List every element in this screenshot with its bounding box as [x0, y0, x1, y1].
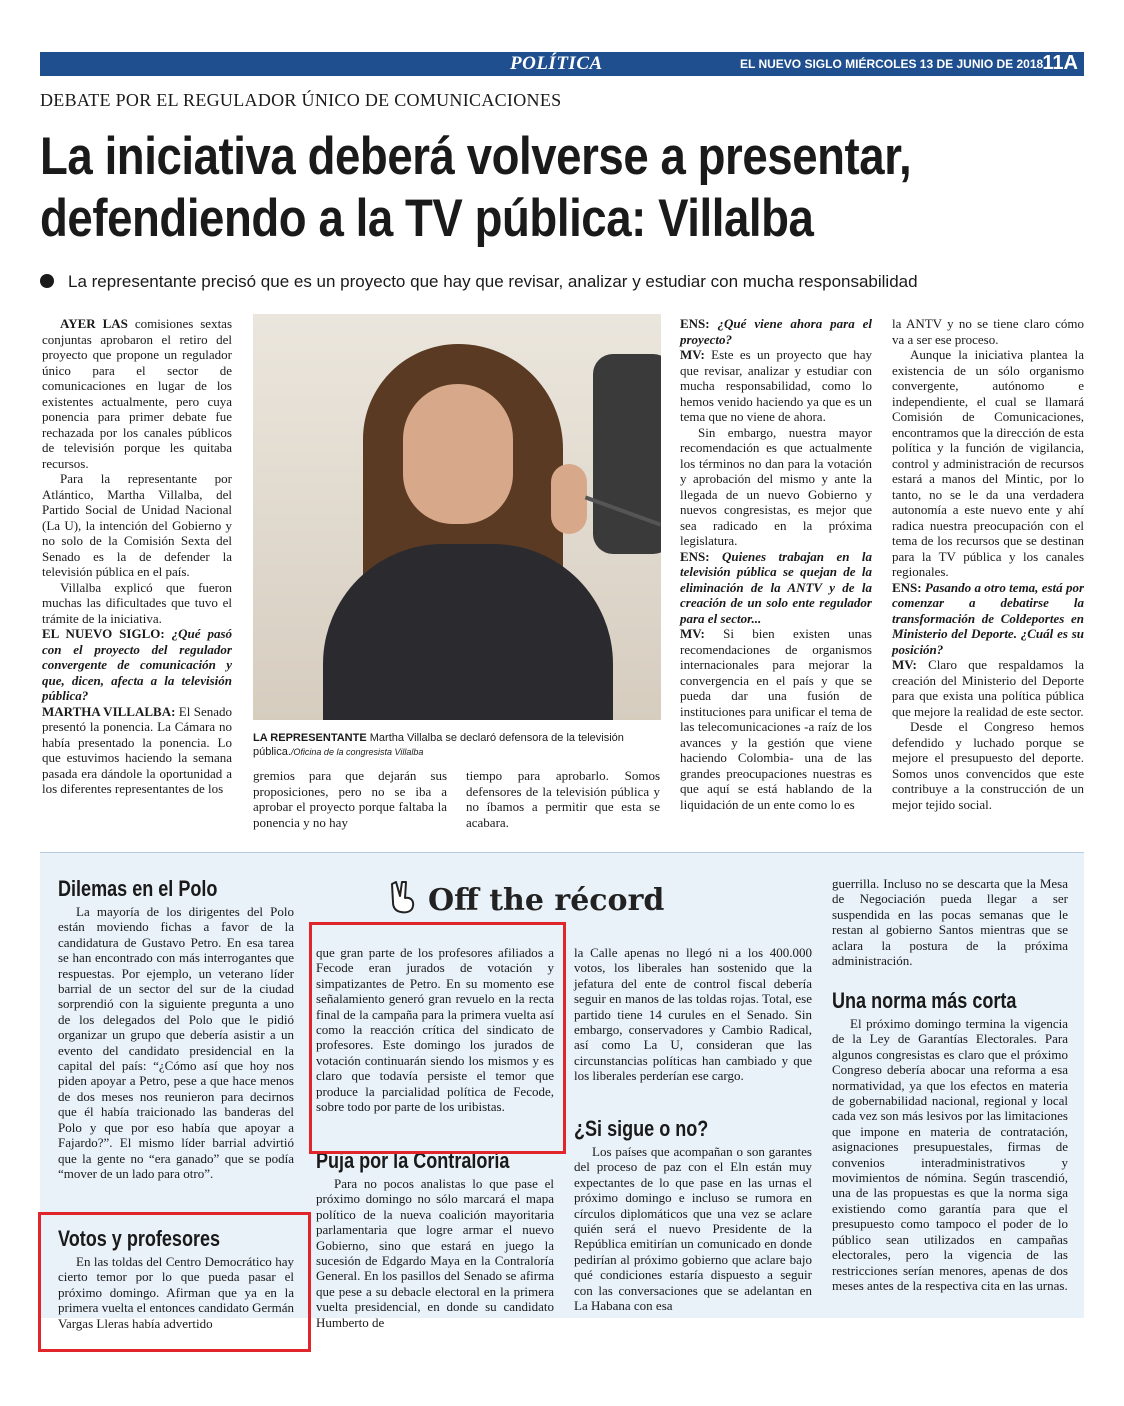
otr-column-3b: [574, 1144, 812, 1313]
question: ENS: ¿Qué viene ahora para el proyecto?: [680, 316, 872, 347]
paragraph: La mayoría de los dirigentes del Polo están moviendo fichas a favor de la candidatura de Gustavo Petro. En esa tarea se han encontrado con más interrogantes que respuestas. Por ejemplo, un veterano líder barrial de un sector del sur de la ciudad sorprendió con la siguiente pregunta a uno de los delegados del Polo que le pidió organizar un grupo que debería asistir a un evento del candidato presidencial en la capital del país: “¿Cómo así que hoy nos piden apoyar a Petro, pese a que hace menos de dos meses nos reunieron para decirnos que él había traicionado las banderas del Polo y que por eso había que apoyar a Fajardo?”. El mismo líder barrial advirtió que la gente no “era ganado” que se podía “mover de un lado para otro”.: [58, 904, 294, 1181]
question: EL NUEVO SIGLO: ¿Qué pasó con el proyecto del regulador convergente de comunicación y que, dicen, afecta a la televisión pública?: [42, 626, 233, 703]
victory-hand-icon: [388, 880, 418, 914]
section-heading: ¿Si sigue o no?: [574, 1116, 709, 1141]
paragraph: En las toldas del Centro Democrático hay cierto temor por lo que pueda pasar el próximo domingo. Afirman que ya en la primera vuelta el entonces candidato Germán Vargas Lleras había advertido: [58, 1254, 294, 1331]
paragraph: gremios para que dejarán sus proposiciones, pero no se iba a aprobar el proyecto porque faltaba la ponencia y no hay: [253, 768, 447, 830]
paragraph: guerrilla. Incluso no se descarta que la Mesa de Negociación pueda llegar a ser suspendida en las pocas semanas que le restan al gobierno Santos mientras que se aclara la postura de la próxima administración.: [832, 876, 1068, 969]
otr-column-4: [832, 876, 1068, 968]
section-heading: Votos y profesores: [58, 1226, 221, 1251]
dateline: EL NUEVO SIGLO MIÉRCOLES 13 DE JUNIO DE 2018: [740, 57, 1044, 71]
paragraph: El próximo domingo termina la vigencia de la Ley de Garantías Electorales. Para algunos congresistas es claro que el próximo Congreso debería abocar una reforma a esa normatividad, ya que los efectos en materia de gobernabilidad nacional, regional y local cada vez son más lesivos por las limitaciones que impone en materia de contratación, asignaciones presupuestales, firmas de convenios interadministrativos y movimientos de nómina. Según trascendió, una de las propuestas es que la norma siga existiendo como garantía para que el presupuesto como tampoco el poder de lo público sean utilizados en campañas electorales, pero la vigencia de las restricciones serían menores, apenas de dos meses antes de la respectiva cita en las urnas.: [832, 1016, 1068, 1293]
paragraph: Aunque la iniciativa plantea la existencia de un sólo organismo convergente, autónomo e independiente, el cual se llamará Comisión de Comunicaciones, encontramos que la dirección de esta política y la función de vigilancia, control y administración de recursos estará a manos del Mintic, por lo tanto, no se le da una verdadera autonomía a este nuevo ente y ahí radica nuestra preocupación con el tema de los recursos que se destinan para la TV pública y los canales regionales.: [892, 347, 1084, 579]
section-banner: [40, 52, 1084, 76]
otr-column-4b: [832, 1016, 1068, 1293]
photo-caption: LA REPRESENTANTE Martha Villalba se declaró defensora de la televisión pública./Oficina de la congresista Villalba: [253, 732, 624, 758]
paragraph: comisiones sextas conjuntas aprobaron el retiro del proyecto que propone un regulador único para el sector de comunicaciones en lugar de los existentes actualmente, pero cuya ponencia para primer debate fue rechazada por los canales públicos de televisión porque les quitaba recursos.: [42, 316, 233, 471]
paragraph: Los países que acompañan o son garantes del proceso de paz con el Eln están muy expectantes de lo que pase en las urnas el próximo domingo e incluso se rumora en círculos diplomáticos que una vez se aclare quién será el nuevo Presidente de la República emitirían un comunicado en donde pedirían al próximo gobierno que aclare bajo qué condiciones estaría dispuesto a seguir con las conversaciones que se adelantan en La Habana con esa: [574, 1144, 812, 1314]
question: ENS: Pasando a otro tema, está por comenzar a debatirse la transformación de Coldeportes en Ministerio del Deporte. ¿Cuál es su posición?: [892, 579, 1084, 657]
otr-column-1: [58, 904, 294, 1181]
section-heading: Dilemas en el Polo: [58, 876, 218, 901]
highlight-box: [38, 1212, 311, 1352]
photo-credit: /Oficina de la congresista Villalba: [290, 747, 424, 757]
paragraph: la Calle apenas no llegó ni a los 400.000 votos, los liberales han sostenido que la jefatura del ente de control fiscal debería seguir en manos de las toldas rojas. Total, ese partido tiene 14 curules en el Senado. Sin embargo, conservadores y Cambio Radical, así como La U, consideran que las circunstancias políticas han cambiado y que los liberales perderían ese cargo.: [574, 945, 812, 1084]
bullet-icon: [40, 274, 54, 288]
paragraph: la ANTV y no se tiene claro cómo va a ser ese proceso.: [892, 316, 1084, 347]
paragraph: Para la representante por Atlántico, Martha Villalba, del Partido Social de Unidad Nacional (La U), la intención del Gobierno y no solo de la Comisión Sexta del Senado es la de defender la televisión pública en el país.: [42, 471, 232, 579]
article-column-1: [42, 316, 232, 797]
subhead-text: La representante precisó que es un proyecto que hay que revisar, analizar y estudiar con mucha responsabilidad: [68, 272, 918, 291]
article-column-2: [253, 768, 447, 830]
paragraph: Para no pocos analistas lo que pase el próximo domingo no sólo marcará el mapa político de la nueva coalición mayoritaria parlamentaria que logre armar el nuevo Gobierno, sino que estará en juego la sucesión de Edgardo Maya en la Contraloría General. En los pasillos del Senado se afirma que pese a su debacle electoral en la primera vuelta presidencial, en donde su candidato Humberto de: [316, 1176, 554, 1330]
article-column-3: [466, 768, 660, 830]
paragraph: Desde el Congreso hemos defendido y luchado porque se mejore el presupuesto del deporte. Somos unos convencidos que este contribuye a la construcción de un mejor tejido social.: [892, 719, 1084, 812]
highlight-box: [309, 922, 566, 1154]
paragraph: Villalba explicó que fueron muchas las dificultades que tuvo el trámite de la iniciativa.: [42, 579, 232, 626]
page-number: 11A: [1042, 52, 1078, 74]
article-column-5: [892, 316, 1084, 812]
answer: MV: Si bien existen unas recomendaciones de organismos internacionales para mejorar la convergencia en el país y que se pueda dar una fusión de instituciones para unificar el tema de las telecomunicaciones -a raíz de los avances y la gestión que viene haciendo Colombia- una de las grandes preocupaciones nuestras es que aquí se está hablando de la liquidación de un ente como lo es: [680, 626, 872, 812]
section-heading: Puja por la Contraloría: [316, 1148, 510, 1173]
article-subhead: [40, 272, 1090, 292]
paragraph: Sin embargo, nuestra mayor recomendación es que actualmente los términos no dan para la votación y aprobación del mismo y ante la llegada de un nuevo Gobierno y nuevos congresistas, es mejor que sea radicado en la próxima legislatura.: [680, 424, 872, 548]
headline-line-2: defendiendo a la TV pública: Villalba: [40, 189, 814, 248]
headline-line-1: La iniciativa deberá volverse a presentar,: [40, 127, 912, 186]
article-photo: [253, 314, 661, 720]
otr-column-3: [574, 945, 812, 1084]
lead-word: AYER LAS: [60, 316, 128, 331]
question: ENS: Quienes trabajan en la televisión pública se quejan de la eliminación de la ANTV y de la creación de un solo ente regulador para el sector...: [680, 548, 872, 626]
section-name: POLÍTICA: [510, 53, 603, 74]
paragraph: tiempo para aprobarlo. Somos defensores de la televisión pública y no íbamos a permitir que esta se acabara.: [466, 768, 660, 830]
otr-column-2b: [316, 1176, 554, 1330]
section-heading: Una norma más corta: [832, 988, 1017, 1013]
article-column-4: [680, 316, 872, 812]
article-kicker: DEBATE POR EL REGULADOR ÚNICO DE COMUNICACIONES: [40, 90, 562, 110]
answer: MARTHA VILLALBA: El Senado presentó la ponencia. La Cámara no había presentado la ponencia. Lo que estuvimos haciendo la semana pasada era dándole la oportunidad a los diferentes representantes de los: [42, 703, 232, 796]
article-headline: [40, 126, 943, 250]
answer: MV: Este es un proyecto que hay que revisar, analizar y estudiar con mucha responsabilidad, como lo hemos venido haciendo ya que es un tema que no viene de ahora.: [680, 347, 872, 424]
answer: MV: Claro que respaldamos la creación del Ministerio del Deporte para que exista una política pública que mejore la realidad de este sector.: [892, 657, 1084, 719]
off-the-record-title: Off the récord: [388, 880, 664, 918]
paragraph: que gran parte de los profesores afiliados a Fecode eran jurados de votación y simpatizantes de Petro. En su momento ese señalamiento generó gran revuelo en la recta final de la campaña para la primera vuelta así como la reacción crítica del sindicato de profesores. Este domingo los jurados de votación continuarán siendo los mismos y es claro que todavía persiste el temor que produce la parcialidad política de Fecode, sobre todo por parte de los uribistas.: [316, 945, 554, 1115]
